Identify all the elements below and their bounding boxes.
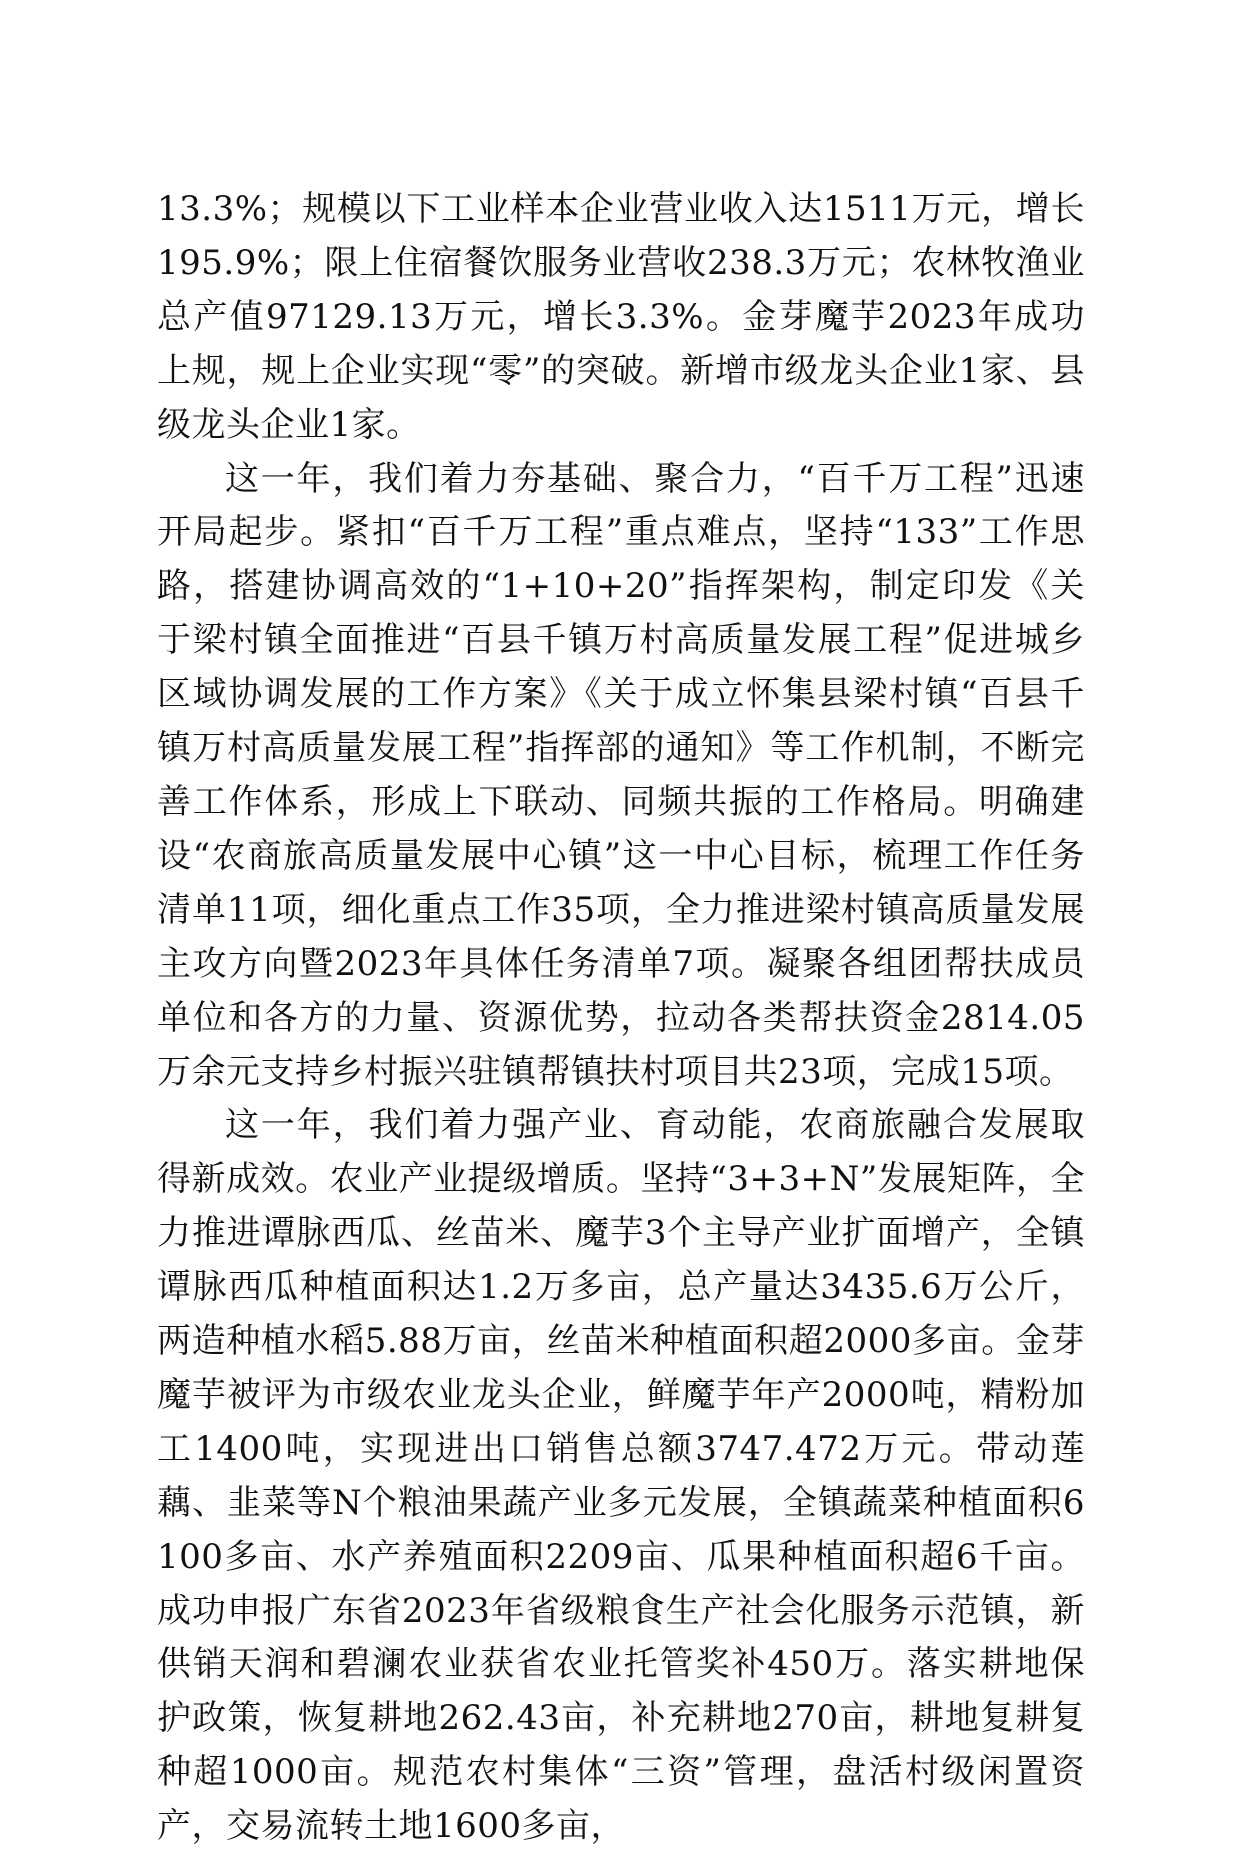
paragraph-2: 这一年，我们着力夯基础、聚合力，“百千万工程”迅速开局起步。紧扣“百千万工程”重点难点，坚持“133”工作思路，搭建协调高效的“1+10+20”指挥架构，制定印发《关于梁村镇全面推进“百县千镇万村高质量发展工程”促进城乡区域协调发展的工作方案》《关于成立怀集县梁村镇“百县千镇万村高质量发展工程”指挥部的通知》等工作机制，不断完善工作体系，形成上下联动、同频共振的工作格局。明确建设“农商旅高质量发展中心镇”这一中心目标，梳理工作任务清单11项，细化重点工作35项，全力推进梁村镇高质量发展主攻方向暨2023年具体任务清单7项。凝聚各组团帮扶成员单位和各方的力量、资源优势，拉动各类帮扶资金2814.05万余元支持乡村振兴驻镇帮镇扶村项目共23项，完成15项。 — [157, 458, 1085, 1092]
document-body — [157, 183, 1085, 1854]
paragraph-3: 这一年，我们着力强产业、育动能，农商旅融合发展取得新成效。农业产业提级增质。坚持“3+3+N”发展矩阵，全力推进谭脉西瓜、丝苗米、魔芋3个主导产业扩面增产，全镇谭脉西瓜种植面积达1.2万多亩，总产量达3435.6万公斤，两造种植水稻5.88万亩，丝苗米种植面积超2000多亩。金芽魔芋被评为市级农业龙头企业，鲜魔芋年产2000吨，精粉加工1400吨，实现进出口销售总额3747.472万元。带动莲藕、韭菜等N个粮油果蔬产业多元发展，全镇蔬菜种植面积6100多亩、水产养殖面积2209亩、瓜果种植面积超6千亩。成功申报广东省2023年省级粮食生产社会化服务示范镇，新供销天润和碧澜农业获省农业托管奖补450万。落实耕地保护政策，恢复耕地262.43亩，补充耕地270亩，耕地复耕复种超1000亩。规范农村集体“三资”管理，盘活村级闲置资产，交易流转土地1600多亩， — [157, 1105, 1085, 1847]
paragraph-1: 13.3%；规模以下工业样本企业营业收入达1511万元，增长195.9%；限上住宿餐饮服务业营收238.3万元；农林牧渔业总产值97129.13万元，增长3.3%。金芽魔芋2023年成功上规，规上企业实现“零”的突破。新增市级龙头企业1家、县级龙头企业1家。 — [157, 189, 1085, 445]
